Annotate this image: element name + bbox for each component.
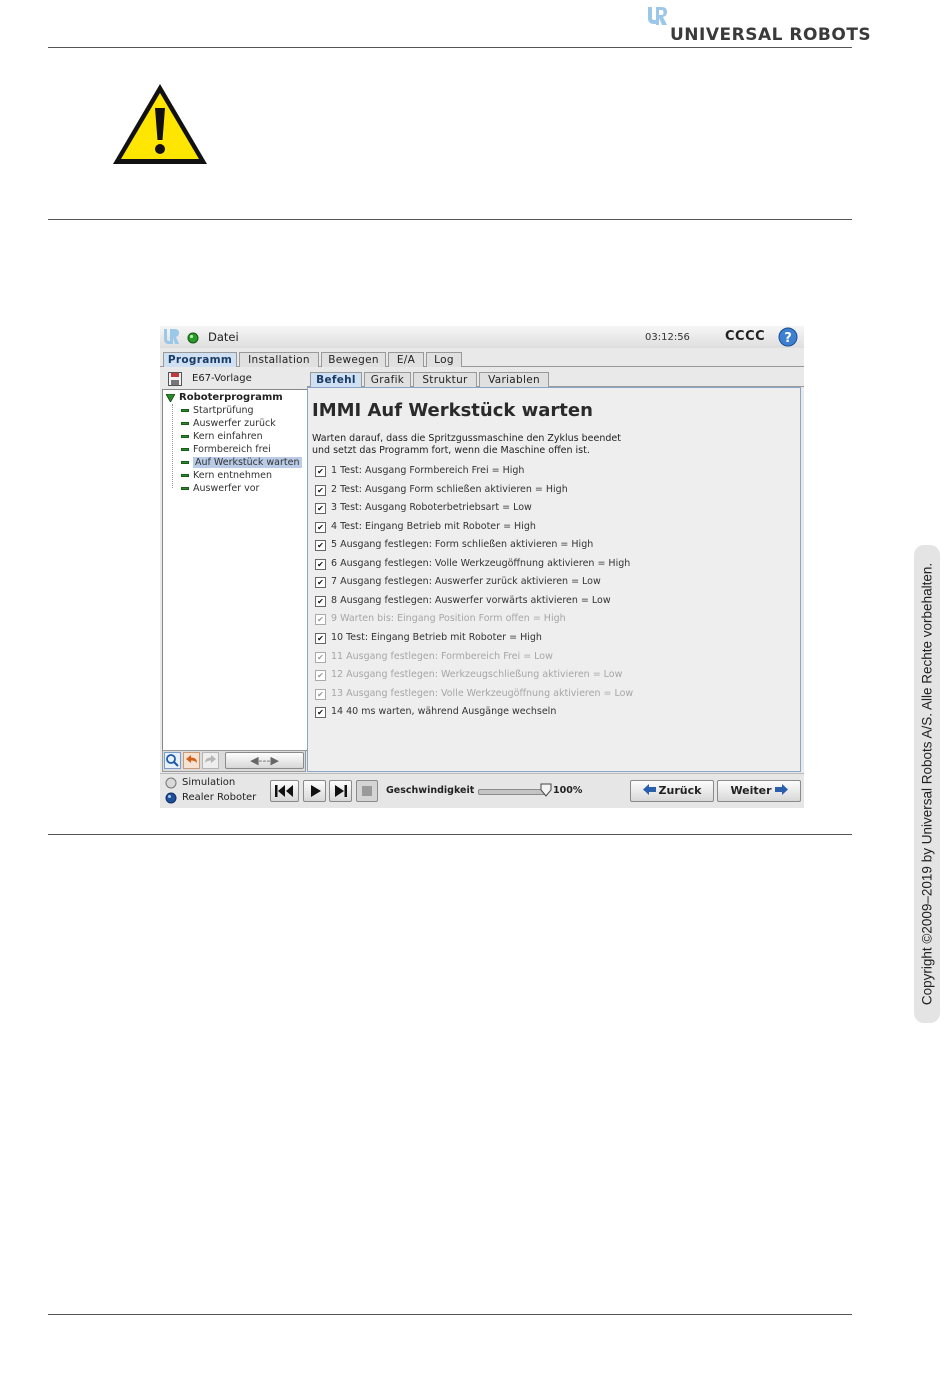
rewind-button[interactable] [270, 780, 299, 802]
command-text: 13 Ausgang festlegen: Volle Werkzeugöffnung aktivieren = Low [331, 688, 634, 699]
robot-name: CCCC [725, 329, 766, 344]
command-node-icon [181, 435, 189, 438]
tab-bewegen[interactable]: Bewegen [321, 352, 386, 367]
command-checkbox[interactable]: ✔ [315, 577, 326, 588]
speed-slider-track[interactable] [478, 789, 548, 795]
tree-item-auswerfer-zurueck[interactable]: Auswerfer zurück [181, 418, 276, 430]
tree-guide [172, 404, 174, 488]
tree-item-startpruefung[interactable]: Startprüfung [181, 405, 254, 417]
panel-title: IMMI Auf Werkstück warten [312, 400, 593, 421]
command-checkbox[interactable]: ✔ [315, 633, 326, 644]
command-checkbox[interactable]: ✔ [315, 540, 326, 551]
top-bar [160, 326, 804, 348]
speed-value: 100% [553, 785, 583, 796]
program-file-name: E67-Vorlage [192, 373, 252, 384]
command-text: 7 Ausgang festlegen: Auswerfer zurück aktivieren = Low [331, 576, 601, 587]
ur-logo-icon [646, 5, 668, 27]
play-icon [308, 784, 322, 798]
command-row[interactable] [315, 687, 633, 701]
command-row[interactable] [315, 464, 524, 478]
warning-rule [48, 219, 852, 220]
command-row[interactable] [315, 520, 536, 534]
brand-name: UNIVERSAL ROBOTS [670, 25, 872, 45]
command-text: 4 Test: Eingang Betrieb mit Roboter = High [331, 521, 536, 532]
tab-log[interactable]: Log [426, 352, 462, 367]
play-button[interactable] [303, 780, 326, 802]
rewind-icon [274, 784, 296, 798]
program-tree [162, 389, 308, 751]
status-ok-icon [187, 332, 199, 344]
command-node-icon [181, 461, 189, 464]
command-checkbox[interactable]: ✔ [315, 503, 326, 514]
command-row[interactable] [315, 650, 553, 664]
back-button[interactable]: Zurück [630, 780, 714, 802]
figure-rule [48, 834, 852, 835]
help-icon[interactable] [778, 327, 798, 347]
simulation-label: Simulation [182, 777, 236, 788]
command-row[interactable] [315, 631, 542, 645]
tree-item-formbereich-frei[interactable]: Formbereich frei [181, 444, 271, 456]
search-icon[interactable] [164, 752, 181, 769]
command-checkbox[interactable]: ✔ [315, 466, 326, 477]
next-button[interactable]: Weiter [717, 780, 801, 802]
command-node-icon [181, 409, 189, 412]
stop-button[interactable] [356, 780, 378, 802]
tab-grafik[interactable]: Grafik [364, 372, 411, 387]
command-checkbox[interactable]: ✔ [315, 485, 326, 496]
tab-programm[interactable]: Programm [163, 352, 237, 367]
command-checkbox[interactable]: ✔ [315, 559, 326, 570]
panel-description-line-1: Warten darauf, dass die Spritzgussmaschine den Zyklus beendet [312, 433, 621, 444]
move-node-button[interactable]: ◀---▶ [225, 752, 304, 769]
command-node-icon [181, 448, 189, 451]
panel-description-line-2: und setzt das Programm fort, wenn die Maschine offen ist. [312, 445, 590, 456]
command-text: 14 40 ms warten, während Ausgänge wechseln [331, 706, 557, 717]
tree-item-auf-werkstueck-warten[interactable]: Auf Werkstück warten [181, 457, 302, 469]
tab-struktur[interactable]: Struktur [413, 372, 477, 387]
command-checkbox[interactable]: ✔ [315, 522, 326, 533]
warning-triangle-icon [110, 80, 210, 168]
command-row[interactable] [315, 612, 566, 626]
header-rule [48, 47, 852, 48]
command-checkbox[interactable]: ✔ [315, 689, 326, 700]
clock: 03:12:56 [645, 332, 690, 343]
command-row[interactable] [315, 557, 630, 571]
command-text: 1 Test: Ausgang Formbereich Frei = High [331, 465, 525, 476]
command-row[interactable] [315, 483, 568, 497]
arrow-left-icon [643, 784, 656, 795]
file-menu[interactable]: Datei [208, 330, 239, 344]
redo-icon[interactable] [202, 752, 219, 769]
tree-item-auswerfer-vor[interactable]: Auswerfer vor [181, 483, 259, 495]
command-row[interactable] [315, 538, 593, 552]
command-node-icon [181, 422, 189, 425]
step-forward-icon [333, 784, 349, 798]
real-robot-label: Realer Roboter [182, 792, 257, 803]
real-robot-radio-icon[interactable] [165, 792, 177, 804]
tab-variablen[interactable]: Variablen [479, 372, 549, 387]
command-checkbox[interactable]: ✔ [315, 652, 326, 663]
simulation-radio-icon[interactable] [165, 777, 177, 789]
command-text: 2 Test: Ausgang Form schließen aktivieren = High [331, 484, 568, 495]
step-forward-button[interactable] [329, 780, 352, 802]
save-icon[interactable] [168, 372, 182, 386]
svg-text:?: ? [784, 331, 792, 346]
footer-rule [48, 1314, 852, 1315]
tree-item-kern-einfahren[interactable]: Kern einfahren [181, 431, 263, 443]
tab-befehl[interactable]: Befehl [310, 372, 362, 387]
brand-header [646, 5, 872, 45]
command-node-icon [181, 474, 189, 477]
speed-label: Geschwindigkeit [386, 785, 475, 796]
command-checkbox[interactable]: ✔ [315, 596, 326, 607]
command-row[interactable] [315, 668, 622, 682]
undo-icon[interactable] [183, 752, 200, 769]
command-text: 10 Test: Eingang Betrieb mit Roboter = High [331, 632, 542, 643]
stop-icon [361, 785, 373, 797]
ur-small-logo-icon [162, 328, 180, 346]
tab-ea[interactable]: E/A [388, 352, 424, 367]
polyscope-screenshot [160, 326, 804, 808]
command-text: 11 Ausgang festlegen: Formbereich Frei = Low [331, 651, 553, 662]
command-row[interactable] [315, 705, 556, 719]
command-checkbox[interactable]: ✔ [315, 670, 326, 681]
command-text: 9 Warten bis: Eingang Position Form offen = High [331, 613, 566, 624]
arrow-right-icon [775, 784, 788, 795]
tree-root[interactable]: Roboterprogramm [179, 392, 283, 403]
command-text: 5 Ausgang festlegen: Form schließen aktivieren = High [331, 539, 594, 550]
command-row[interactable] [315, 594, 611, 608]
command-text: 6 Ausgang festlegen: Volle Werkzeugöffnung aktivieren = High [331, 558, 631, 569]
expand-icon[interactable] [166, 394, 175, 402]
command-node-icon [181, 487, 189, 490]
speed-slider-thumb[interactable] [540, 783, 552, 797]
tree-item-kern-entnehmen[interactable]: Kern entnehmen [181, 470, 272, 482]
command-text: 8 Ausgang festlegen: Auswerfer vorwärts aktivieren = Low [331, 595, 611, 606]
command-row[interactable] [315, 575, 601, 589]
tab-installation[interactable]: Installation [239, 352, 319, 367]
command-text: 12 Ausgang festlegen: Werkzeugschließung aktivieren = Low [331, 669, 623, 680]
command-text: 3 Test: Ausgang Roboterbetriebsart = Low [331, 502, 532, 513]
command-checkbox[interactable]: ✔ [315, 614, 326, 625]
command-checkbox[interactable]: ✔ [315, 707, 326, 718]
copyright-notice: Copyright ©2009–2019 by Universal Robots A/S. Alle Rechte vorbehalten. [919, 562, 935, 1006]
command-row[interactable] [315, 501, 532, 515]
